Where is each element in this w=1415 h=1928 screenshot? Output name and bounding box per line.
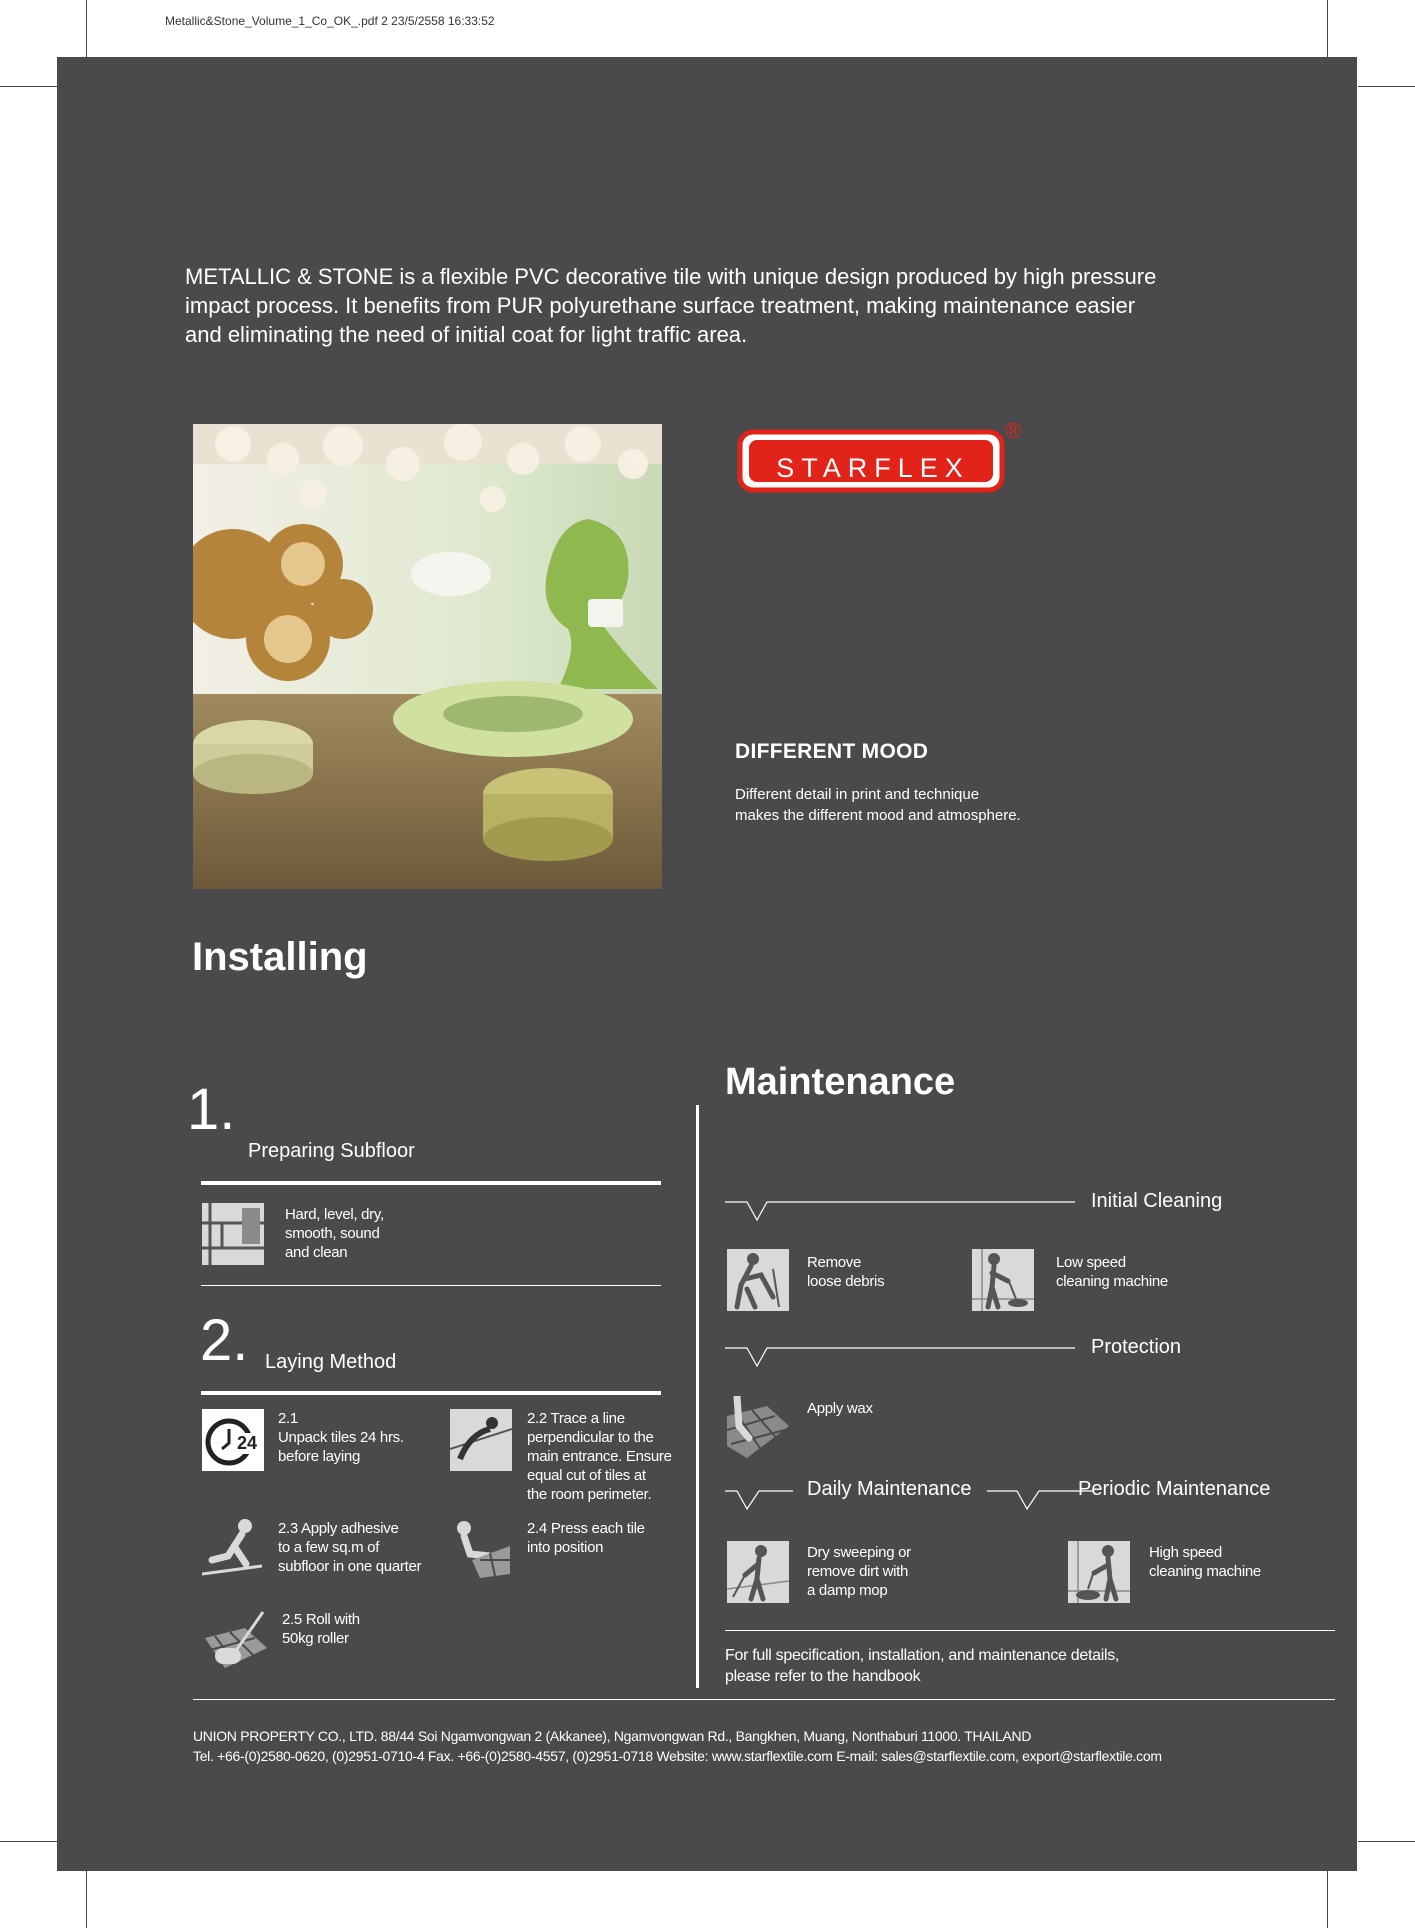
text-line: loose debris: [807, 1273, 885, 1290]
text-line: a damp mop: [807, 1582, 888, 1599]
mood-heading: DIFFERENT MOOD: [735, 740, 929, 763]
text-line: main entrance. Ensure: [527, 1448, 672, 1465]
low-speed-text: [1056, 1253, 1168, 1291]
column-divider: [696, 1105, 699, 1688]
text-line: equal cut of tiles at: [527, 1467, 646, 1484]
section-pointer: [725, 1481, 805, 1511]
crop-mark: [1358, 1841, 1415, 1842]
initial-cleaning-label: Initial Cleaning: [1091, 1190, 1223, 1212]
trace-line-icon: [450, 1409, 512, 1471]
divider: [193, 1699, 1335, 1700]
text-line: smooth, sound: [285, 1225, 380, 1242]
text-line: Remove: [807, 1254, 862, 1271]
step-2-2-text: [527, 1409, 672, 1504]
step-title: Preparing Subfloor: [248, 1140, 415, 1162]
crop-mark: [0, 86, 57, 87]
logo-text: STARFLEX: [776, 453, 970, 483]
periodic-maintenance-label: Periodic Maintenance: [1078, 1478, 1271, 1500]
text-line: the room perimeter.: [527, 1486, 652, 1503]
subfloor-text: [285, 1205, 384, 1262]
text-line: For full specification, installation, and maintenance details,: [725, 1647, 1120, 1664]
text-line: perpendicular to the: [527, 1429, 654, 1446]
text-line: 2.4 Press each tile: [527, 1520, 645, 1537]
registered-mark: ®: [1005, 418, 1022, 443]
low-speed-machine-icon: [972, 1249, 1034, 1311]
contact-line: Tel. +66-(0)2580-0620, (0)2951-0710-4 Fax. +66-(0)2580-4557, (0)2951-0718 Website: www.starflextile.com E-mail: sales@starflextile.com, export@starflextile.com: [193, 1748, 1162, 1764]
starflex-logo: [737, 418, 1027, 517]
apply-wax-icon: [727, 1396, 789, 1458]
text-line: High speed: [1149, 1544, 1222, 1561]
crop-mark: [1327, 0, 1328, 57]
text-line: Hard, level, dry,: [285, 1206, 384, 1223]
maintenance-heading: Maintenance: [725, 1061, 956, 1103]
text-line: please refer to the handbook: [725, 1668, 921, 1685]
mood-text: [735, 784, 1095, 826]
section-pointer: [725, 1338, 1075, 1368]
installing-heading: Installing: [192, 935, 368, 979]
apply-adhesive-icon: [202, 1516, 264, 1578]
protection-label: Protection: [1091, 1336, 1182, 1358]
interior-photo: [193, 424, 662, 889]
daily-maintenance-label: Daily Maintenance: [807, 1478, 972, 1500]
text-line: and clean: [285, 1244, 348, 1261]
intro-line: impact process. It benefits from PUR polyurethane surface treatment, making maintenance easier: [185, 293, 1136, 318]
address-line: UNION PROPERTY CO., LTD. 88/44 Soi Ngamvongwan 2 (Akkanee), Ngamvongwan Rd., Bangkhen, Muang, Nonthaburi 11000. THAILAND: [193, 1728, 1032, 1744]
crop-mark: [0, 1841, 57, 1842]
text-line: remove dirt with: [807, 1563, 909, 1580]
subfloor-icon: [202, 1203, 264, 1265]
intro-line: and eliminating the need of initial coat for light traffic area.: [185, 322, 748, 347]
crop-mark: [86, 0, 87, 57]
mood-line: Different detail in print and technique: [735, 786, 980, 803]
step-2-1-text: [278, 1409, 404, 1466]
brochure-panel: [57, 57, 1357, 1871]
text-line: cleaning machine: [1149, 1563, 1261, 1580]
clock-24-label: 24: [237, 1433, 258, 1453]
text-line: Dry sweeping or: [807, 1544, 911, 1561]
text-line: Low speed: [1056, 1254, 1126, 1271]
mood-line: makes the different mood and atmosphere.: [735, 807, 1021, 824]
high-speed-machine-icon: [1068, 1541, 1130, 1603]
step-title: Laying Method: [265, 1351, 397, 1373]
dry-sweeping-icon: [727, 1541, 789, 1603]
remove-debris-icon: [727, 1249, 789, 1311]
high-speed-text: [1149, 1543, 1261, 1581]
step-number: 1.: [187, 1077, 236, 1142]
divider: [201, 1285, 661, 1286]
divider: [201, 1181, 661, 1185]
crop-mark: [1327, 1871, 1328, 1928]
text-line: subfloor in one quarter: [278, 1558, 422, 1575]
crop-mark: [1358, 86, 1415, 87]
step-2-4-text: [527, 1519, 645, 1557]
text-line: 2.1: [278, 1410, 298, 1427]
company-footer: [193, 1726, 1333, 1766]
text-line: Unpack tiles 24 hrs.: [278, 1429, 404, 1446]
intro-line: METALLIC & STONE is a flexible PVC decorative tile with unique design produced by high pressure: [185, 264, 1157, 289]
print-slug: Metallic&Stone_Volume_1_Co_OK_.pdf 2 23/5/2558 16:33:52: [165, 14, 495, 28]
dry-sweeping-text: [807, 1543, 911, 1600]
divider: [201, 1391, 661, 1395]
crop-mark: [86, 1871, 87, 1928]
text-line: to a few sq.m of: [278, 1539, 380, 1556]
section-pointer: [725, 1192, 1075, 1222]
text-line: 2.3 Apply adhesive: [278, 1520, 399, 1537]
text-line: 2.2 Trace a line: [527, 1410, 625, 1427]
clock-24-icon: [202, 1409, 264, 1471]
handbook-note: [725, 1645, 1119, 1687]
text-line: before laying: [278, 1448, 360, 1465]
text-line: 50kg roller: [282, 1630, 349, 1647]
step-2-3-text: [278, 1519, 421, 1576]
divider: [725, 1630, 1335, 1631]
apply-wax-text: Apply wax: [807, 1400, 873, 1417]
intro-paragraph: [185, 262, 1205, 349]
text-line: into position: [527, 1539, 604, 1556]
step-2-5-text: [282, 1610, 360, 1648]
step-number: 2.: [200, 1308, 249, 1373]
text-line: cleaning machine: [1056, 1273, 1168, 1290]
text-line: 2.5 Roll with: [282, 1611, 360, 1628]
press-tile-icon: [450, 1516, 512, 1578]
remove-debris-text: [807, 1253, 884, 1291]
roller-icon: [205, 1608, 267, 1670]
